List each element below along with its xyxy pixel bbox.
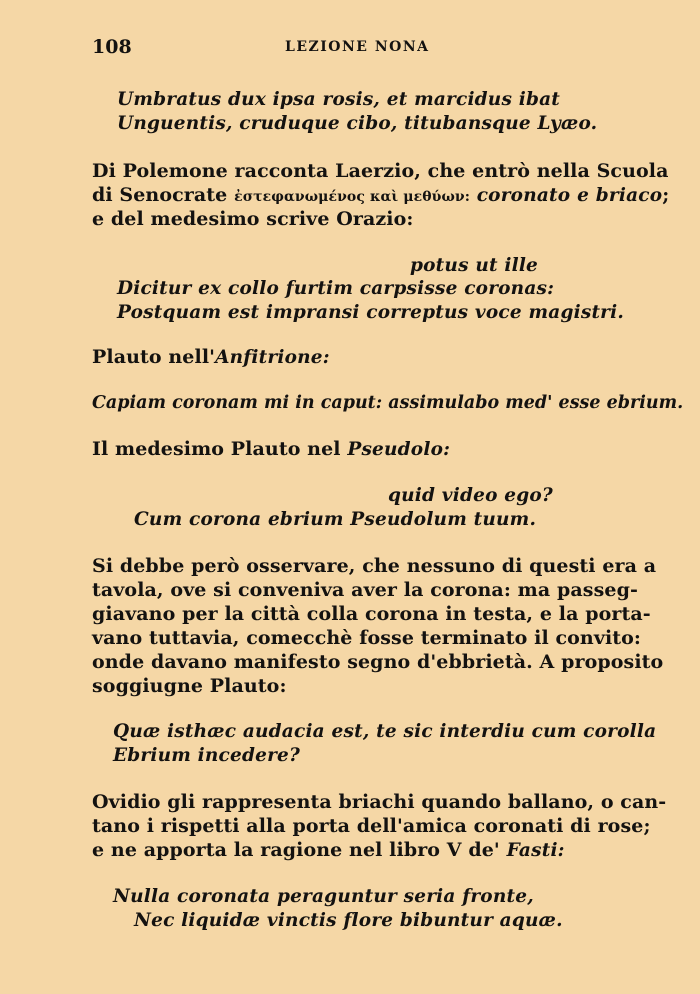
- paragraph-line: Di Polemone racconta Laerzio, che entrò nella Scuola: [92, 160, 669, 182]
- paragraph-line: tano i rispetti alla porta dell'amica coronati di rose;: [92, 815, 651, 837]
- paragraph-text: Plauto nell': [92, 346, 216, 368]
- running-title: LEZIONE NONA: [285, 39, 430, 55]
- verse-line: Ebrium incedere?: [113, 745, 301, 766]
- paragraph-line: tavola, ove si conveniva aver la corona: ma passeg-: [92, 579, 638, 601]
- play-title: Anfitrione:: [215, 347, 330, 368]
- verse-line: potus ut ille: [410, 255, 539, 276]
- verse-line: Capiam coronam mi in caput: assimulabo med' esse ebrium.: [92, 393, 684, 413]
- verse-line: quid video ego?: [388, 485, 553, 506]
- paragraph-line: [92, 438, 450, 460]
- paragraph-line: Si debbe però osservare, che nessuno di questi era a: [92, 555, 657, 577]
- punctuation: ;: [662, 184, 670, 206]
- italic-word: briaco: [595, 185, 663, 206]
- paragraph-line: Ovidio gli rappresenta briachi quando ballano, o can-: [92, 791, 667, 813]
- paragraph-line: e del medesimo scrive Orazio:: [92, 208, 414, 230]
- verse-line: Quæ isthæc audacia est, te sic interdiu cum corolla: [113, 721, 657, 742]
- page-number: 108: [92, 36, 132, 58]
- paragraph-text: e ne apporta la ragione nel libro V de': [92, 839, 500, 861]
- paragraph-line: [92, 184, 669, 206]
- play-title: Pseudolo:: [347, 439, 451, 460]
- verse-line: Cum corona ebrium Pseudolum tuum.: [134, 509, 537, 530]
- italic-word: coronato: [476, 185, 571, 206]
- greek-quotation: ἐστεφανωμένος καὶ μεθύων:: [234, 189, 470, 205]
- paragraph-line: [92, 346, 330, 368]
- verse-line: Postquam est impransi correptus voce magistri.: [117, 302, 625, 323]
- paragraph-line: soggiugne Plauto:: [92, 675, 287, 697]
- verse-line: Unguentis, cruduque cibo, titubansque Lyæo.: [117, 113, 598, 134]
- paragraph-text: di Senocrate: [92, 184, 228, 206]
- paragraph-line: vano tuttavia, comecchè fosse terminato il convito:: [92, 627, 642, 649]
- verse-line: Umbratus dux ipsa rosis, et marcidus ibat: [117, 89, 561, 110]
- paragraph-text: Il medesimo Plauto nel: [92, 438, 341, 460]
- paragraph-line: giavano per la città colla corona in testa, e la porta-: [92, 603, 651, 625]
- verse-line: Nec liquidæ vinctis flore bibuntur aquæ.: [134, 910, 563, 931]
- italic-word: e: [577, 185, 590, 206]
- verse-line: Nulla coronata peraguntur seria fronte,: [113, 886, 534, 907]
- book-title: Fasti:: [506, 840, 565, 861]
- paragraph-line: [92, 839, 565, 861]
- verse-line: Dicitur ex collo furtim carpsisse coronas:: [117, 278, 555, 299]
- paragraph-line: onde davano manifesto segno d'ebbrietà. A proposito: [92, 651, 664, 673]
